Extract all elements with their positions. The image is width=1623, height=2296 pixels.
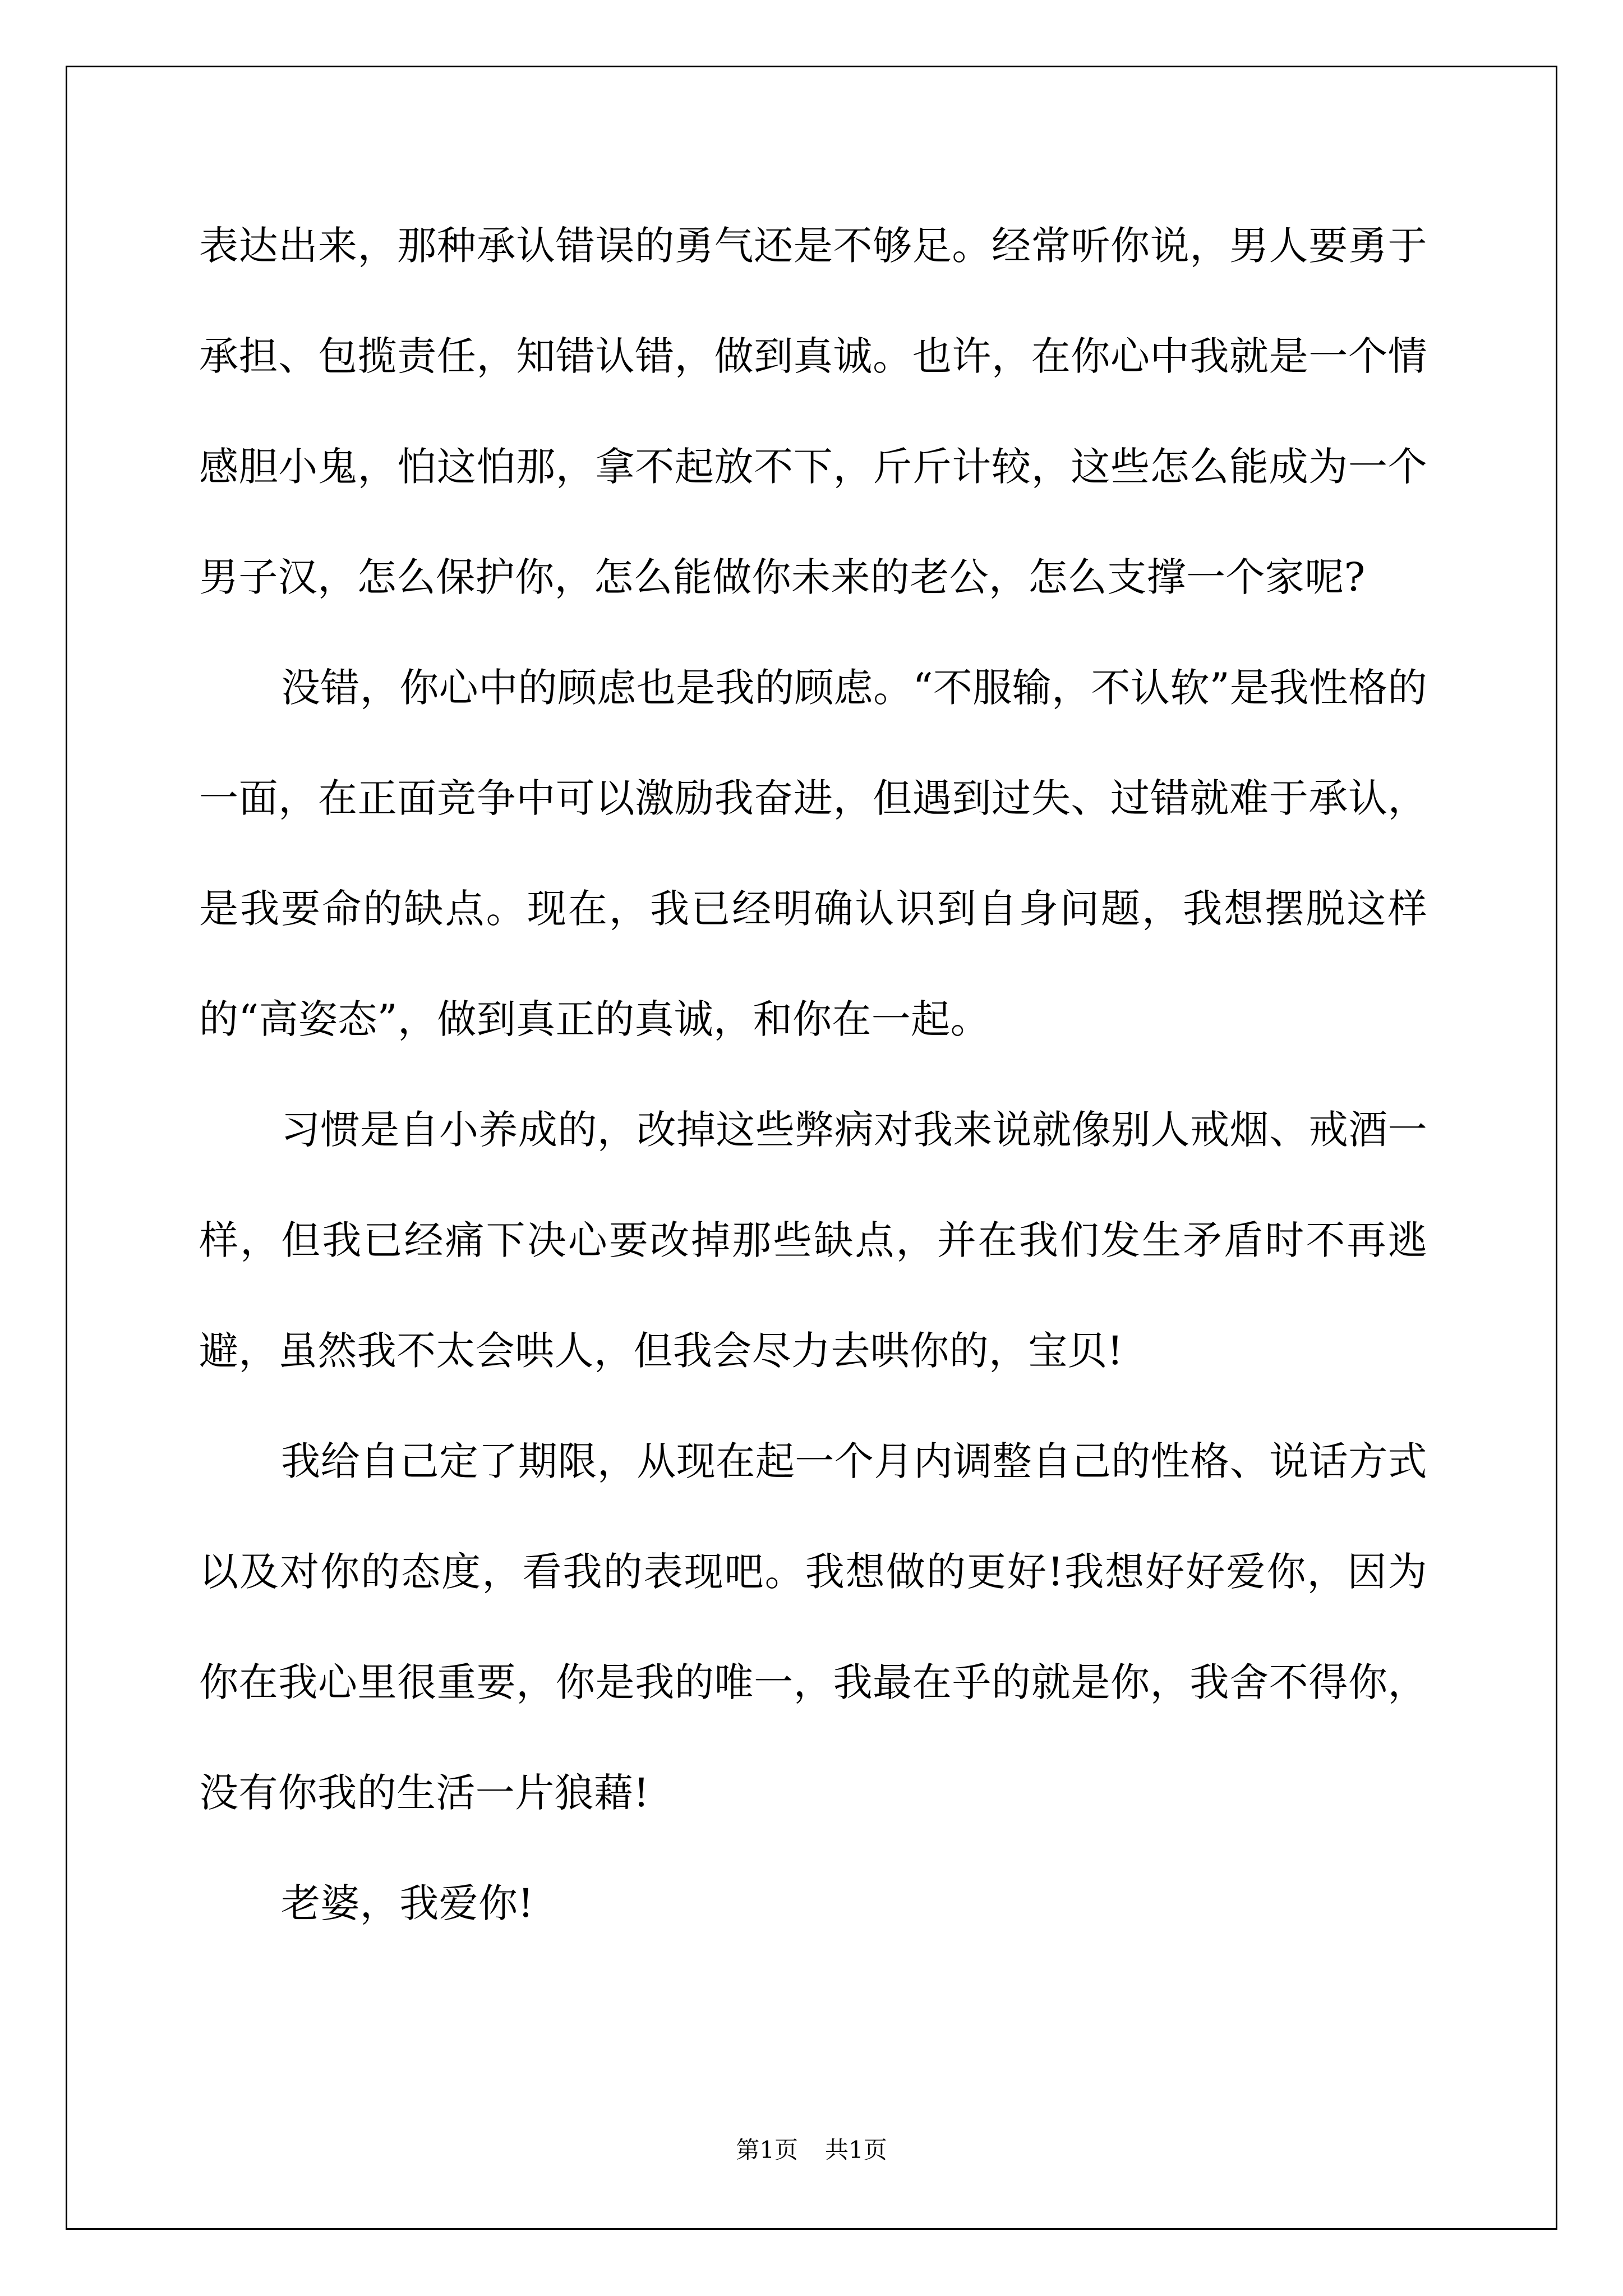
page-footer — [0, 2132, 1623, 2165]
paragraph-4: 我给自己定了期限，从现在起一个月内调整自己的性格、说话方式以及对你的态度，看我的表现吧。我想做的更好!我想好好爱你，因为你在我心里很重要，你是我的唯一，我最在乎的就是你，我舍不得你，没有你我的生活一片狼藉! — [199, 1438, 1427, 1816]
paragraph-1: 表达出来，那种承认错误的勇气还是不够足。经常听你说，男人要勇于承担、包揽责任，知错认错，做到真诚。也许，在你心中我就是一个情感胆小鬼，怕这怕那，拿不起放不下，斤斤计较，这些怎么能成为一个男子汉，怎么保护你，怎么能做你未来的老公，怎么支撑一个家呢? — [199, 223, 1427, 600]
page-number-current: 第1页 — [736, 2136, 798, 2164]
page-number-total: 共1页 — [825, 2136, 887, 2164]
document-body — [199, 191, 1427, 1959]
paragraph-3: 习惯是自小养成的，改掉这些弊病对我来说就像别人戒烟、戒酒一样，但我已经痛下决心要改掉那些缺点，并在我们发生矛盾时不再逃避，虽然我不太会哄人，但我会尽力去哄你的，宝贝! — [199, 1107, 1427, 1374]
paragraph-5: 老婆，我爱你! — [281, 1880, 534, 1926]
paragraph-2: 没错，你心中的顾虑也是我的顾虑。“不服输，不认软”是我性格的一面，在正面竞争中可以激励我奋进，但遇到过失、过错就难于承认，是我要命的缺点。现在，我已经明确认识到自身问题，我想摆脱这样的“高姿态”，做到真正的真诚，和你在一起。 — [199, 665, 1427, 1042]
